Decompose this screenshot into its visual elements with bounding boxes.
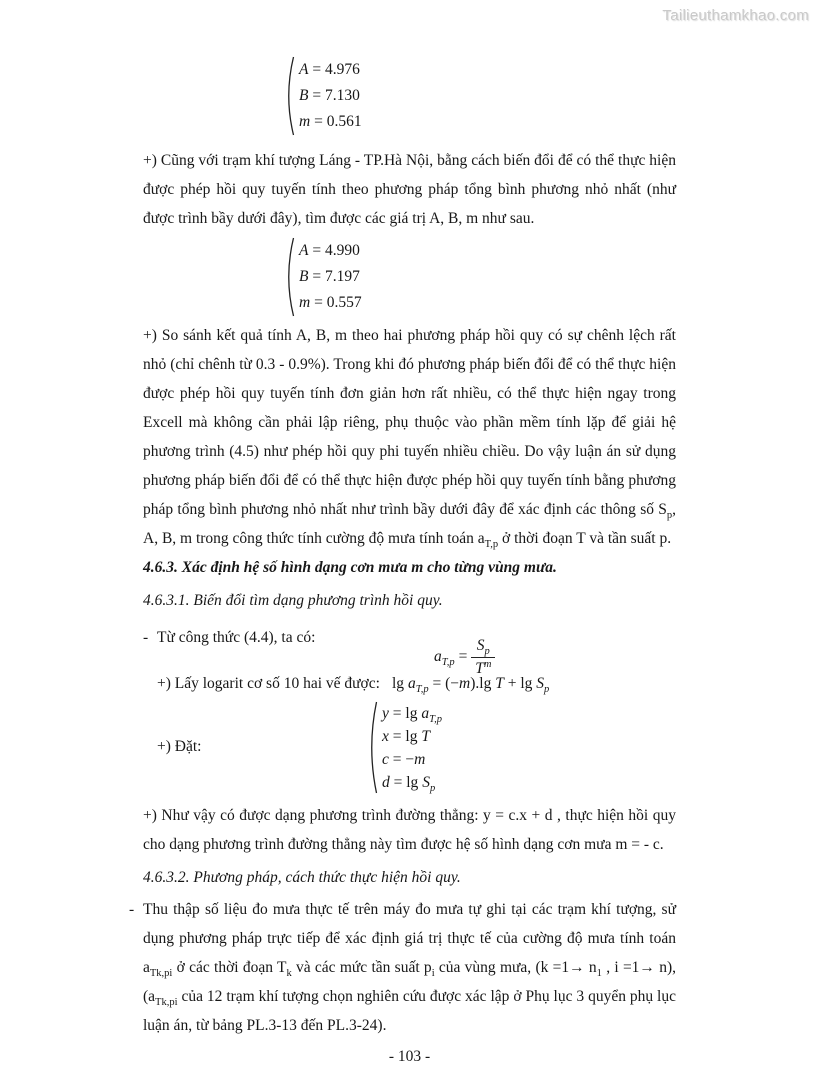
paragraph: +) So sánh kết quả tính A, B, m theo hai phương pháp hồi quy có sự chênh lệch rất nhỏ (chỉ chênh từ 0.3 - 0.9%). Trong khi đó phương pháp biến đổi để có thể thực hiện được phép hồi quy tuyến tính đơn giản hơn rất nhiều, có thể thực hiện ngay trong Excell mà không cần phải lập riêng, phụ thuộc vào phần mềm tính lặp để giải hệ phương trình (4.5) như phép hồi quy phi tuyến nhiều chiều. Do vậy luận án sử dụng phương pháp biến đổi để có thể thực hiện được phép hồi quy tuyến tính bằng phương pháp tổng bình phương nhỏ nhất như trình bầy dưới đây để xác định các thông số $S_p$, A, B, m trong công thức tính cường độ mưa tính toán $a_{T,p}$ ở thời đoạn T và tần suất p. (143, 327, 676, 550)
watermark: Tailieuthamkhao.com (662, 7, 809, 24)
equation-line: B = 7.197 (299, 268, 360, 285)
list-dash: - (143, 629, 149, 646)
brace-left-icon (282, 237, 295, 317)
equation-lines (299, 57, 362, 135)
page-content (129, 0, 677, 1068)
equation-line: B = 7.130 (299, 87, 360, 104)
equation-block-1 (282, 56, 676, 136)
page-number: - 103 - (388, 1048, 431, 1065)
equation-line: A = 4.976 (299, 61, 360, 78)
system-line: $d = \lg S_p$ (382, 773, 436, 794)
paragraph-text: Thu thập số liệu đo mưa thực tế trên máy đo mưa tự ghi tại các trạm khí tượng, sử dụng phương pháp trực tiếp để xác định giá trị thực tế của cường độ mưa tính toán $a_{Tk,pi}$ ở các thời đoạn $T_k$ và các mức tần suất $p_i$ của vùng mưa, ($k =1\to n_1$ , i =1→ n), ($a_{Tk,pi}$ của 12 trạm khí tượng chọn nghiên cứu được xác lập ở Phụ lục 3 quyển phụ lục luận án, từ bảng PL.3-13 đến PL.3-24). (143, 901, 677, 1034)
fraction-denominator: $T^m$ (471, 657, 495, 679)
paragraph: +) Cũng với trạm khí tượng Láng - TP.Hà Nội, bằng cách biến đổi để có thể thực hiện được phép hồi quy tuyến tính theo phương pháp tổng bình phương nhỏ nhất (như được trình bầy dưới đây), tìm được các giá trị A, B, m như sau. (143, 152, 676, 227)
equation-lines (299, 238, 362, 316)
system-line: x = lg T (382, 727, 430, 745)
section-heading-4631: 4.6.3.1. Biến đổi tìm dạng phương trình hồi quy. (143, 592, 443, 609)
log-label: +) Lấy logarit cơ số 10 hai vế được: (157, 675, 380, 692)
paragraph: +) Như vậy có được dạng phương trình đường thẳng: y = c.x + d , thực hiện hồi quy cho dạng phương trình đường thẳng này tìm được hệ số hình dạng cơn mưa m = - c. (143, 807, 676, 853)
system-lines (382, 702, 442, 794)
log-row (157, 670, 676, 697)
system-line: c = −m (382, 750, 426, 768)
brace-left-icon (282, 56, 295, 136)
equation-block-2 (282, 237, 676, 317)
fraction-numerator: $S_p$ (476, 637, 490, 657)
section-heading-4632: 4.6.3.2. Phương pháp, cách thức thực hiện hồi quy. (143, 869, 461, 886)
list-dash: - (129, 901, 135, 918)
system-line: $y = \lg a_{T,p}$ (382, 704, 443, 725)
formula-row-at-p (143, 616, 676, 677)
section-heading-463: 4.6.3. Xác định hệ số hình dạng cơn mưa m cho từng vùng mưa. (143, 559, 557, 576)
dat-label: +) Đặt: (157, 738, 202, 755)
equation-line: m = 0.561 (299, 113, 362, 130)
substitution-system (365, 701, 442, 794)
equation-line: A = 4.990 (299, 242, 360, 259)
log-formula: $\lg a_{T,p} = (-m).\lg$ $T + \lg S_p$ (392, 675, 550, 695)
equation-line: m = 0.557 (299, 294, 362, 311)
dat-row (157, 701, 676, 797)
formula-lhs: $a_{T,p}$ = (434, 648, 472, 669)
paragraph (129, 895, 677, 1040)
formula-label: Từ công thức (4.4), ta có: (157, 629, 316, 646)
brace-left-icon (365, 701, 378, 794)
